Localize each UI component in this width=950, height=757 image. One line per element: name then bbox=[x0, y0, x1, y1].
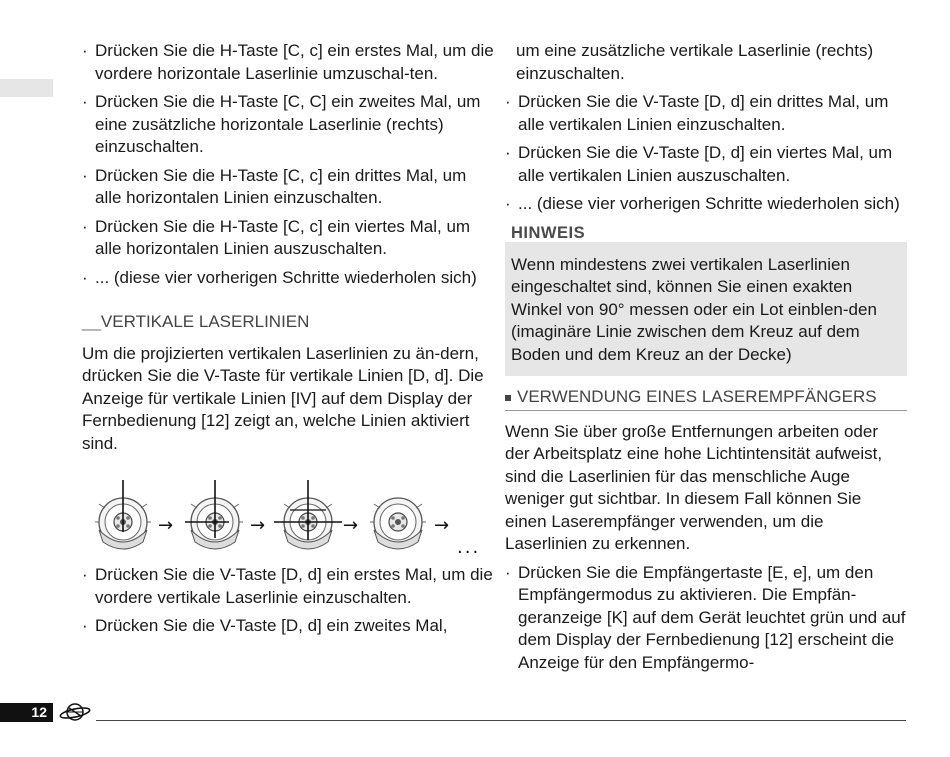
list-item: · Drücken Sie die H-Taste [C, c] ein erstes Mal, um die vordere horizontale Laserlinie umzuschal-ten. bbox=[82, 41, 494, 83]
list-item: · Drücken Sie die V-Taste [D, d] ein zweites Mal, bbox=[82, 616, 448, 635]
continued-text: um eine zusätzliche vertikale Laserlinie (rechts) einzuschalten. bbox=[516, 41, 874, 83]
arrow-icon: → bbox=[343, 515, 359, 536]
list-item: · Drücken Sie die H-Taste [C, c] ein drittes Mal, um alle horizontalen Linien einzuschalten. bbox=[82, 165, 467, 207]
side-tab-marker bbox=[0, 79, 53, 97]
right-column bbox=[505, 40, 907, 680]
list-item: · ... (diese vier vorherigen Schritte wiederholen sich) bbox=[505, 194, 900, 213]
laser-device-state-2 bbox=[185, 480, 243, 549]
note-title: HINWEIS bbox=[511, 223, 586, 242]
laser-device-state-1 bbox=[95, 480, 151, 549]
list-item: · Drücken Sie die V-Taste [D, d] ein drittes Mal, um alle vertikalen Linien einzuschalten. bbox=[505, 92, 889, 134]
arrow-icon: → bbox=[250, 515, 266, 536]
arrow-icon: → bbox=[434, 515, 450, 536]
arrow-icon: → bbox=[158, 515, 174, 536]
list-item: · Drücken Sie die H-Taste [C, C] ein zweites Mal, um eine zusätzliche horizontale Laserlinie (rechts) einzuschalten. bbox=[82, 92, 481, 156]
laser-sequence-diagram bbox=[82, 478, 494, 564]
footer-rule bbox=[96, 720, 906, 721]
list-item: · ... (diese vier vorherigen Schritte wiederholen sich) bbox=[82, 267, 477, 287]
list-item: · Drücken Sie die H-Taste [C, c] ein viertes Mal, um alle horizontalen Linien auszuschalten. bbox=[82, 216, 471, 258]
section-heading: VERWENDUNG EINES LASEREMPFÄNGERS bbox=[505, 386, 907, 411]
list-item: · Drücken Sie die V-Taste [D, d] ein erstes Mal, um die vordere vertikale Laserlinie einzuschalten. bbox=[82, 565, 493, 607]
subheading-vertical-lines: __VERTIKALE LASERLINIEN bbox=[82, 312, 310, 331]
planet-ring-icon bbox=[58, 700, 92, 731]
left-column bbox=[82, 40, 494, 644]
square-bullet-icon bbox=[505, 395, 511, 401]
section-paragraph: Wenn Sie über große Entfernungen arbeiten oder der Arbeitsplatz eine hohe Lichtintensität aufweist, sind die Laserlinien für das menschliche Auge weniger gut sichtbar. In diesem Fall können Sie einen Laserempfänger verwenden, um die Laserlinien zu erkennen. bbox=[505, 421, 883, 553]
list-item: · Drücken Sie die Empfängertaste [E, e], um den Empfängermodus zu aktivieren. Die Empfän-geranzeige [K] auf dem Gerät leuchtet grün und auf dem Display der Fernbedienung [12] erscheint die Anzeige für den Empfängermo- bbox=[505, 562, 906, 672]
list-item: · Drücken Sie die V-Taste [D, d] ein viertes Mal, um alle vertikalen Linien auszuschalten. bbox=[505, 143, 893, 185]
laser-device-state-3 bbox=[274, 480, 342, 549]
laser-device-state-4 bbox=[370, 498, 426, 549]
page-number: 12 bbox=[0, 703, 53, 722]
note-text: Wenn mindestens zwei vertikalen Laserlinien eingeschaltet sind, können Sie einen exakten Winkel von 90° messen oder ein Lot einblen-den (imaginäre Linie zwischen dem Kreuz auf dem Boden und dem Kreuz an der Decke) bbox=[511, 254, 877, 364]
note-box bbox=[505, 242, 907, 377]
ellipsis: ... bbox=[457, 537, 481, 558]
paragraph-vertical-lines: Um die projizierten vertikalen Laserlinien zu än-dern, drücken Sie die V-Taste für vertikale Linien [D, d]. Die Anzeige für vertikale Linien [IV] auf dem Display der Fernbedienung [12] zeigt an, welche Linien aktiviert sind. bbox=[82, 343, 484, 453]
